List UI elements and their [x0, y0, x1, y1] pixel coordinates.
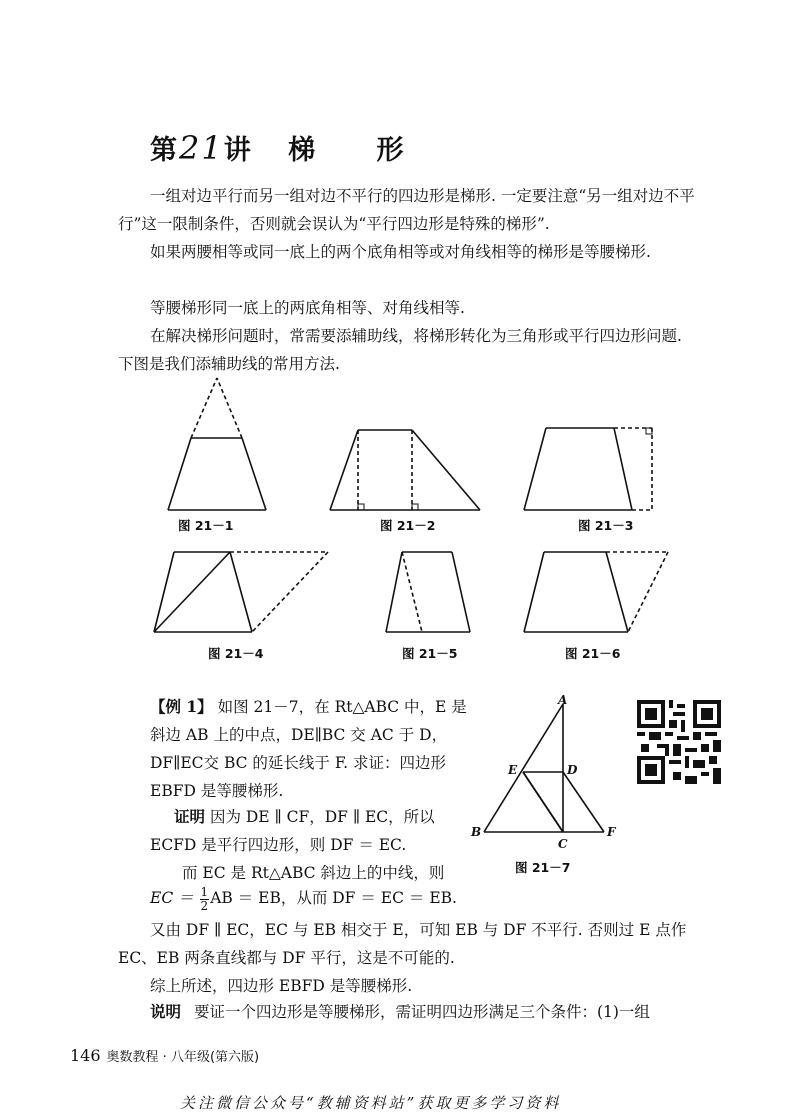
qr-code-image [637, 700, 721, 784]
note-paragraph [118, 998, 708, 1026]
example-label: 【例 1】 [150, 697, 213, 716]
intro-paragraph-4: 在解决梯形问题时，常需要添辅助线，将梯形转化为三角形或平行四边形问题. 下图是我们添辅助线的常用方法. [118, 327, 682, 373]
figure-21-7 [470, 692, 620, 852]
caption-21-4: 图 21－4 [208, 646, 264, 661]
title-prefix: 第 [150, 135, 179, 166]
caption-21-1: 图 21－1 [178, 518, 234, 533]
book-title: 奥数教程 · 八年级(第六版) [106, 1050, 260, 1065]
caption-21-6: 图 21－6 [565, 646, 621, 661]
fig7-label-c: C [558, 837, 568, 851]
fig7-label-b: B [471, 825, 482, 839]
title-word1: 梯 [288, 135, 318, 166]
example-statement [150, 693, 470, 805]
proof-equation: EC ＝ $\frac{1}{2}$ AB ＝ EB，从而 DF ＝ EC ＝ EB. [150, 884, 457, 913]
fig7-label-a: A [558, 693, 568, 707]
figure-row-1 [140, 372, 700, 522]
watermark-text: 关注微信公众号“教辅资料站”获取更多学习资料 [180, 1094, 562, 1112]
figure-21-4-drawing [154, 552, 328, 632]
proof-text-1: 因为 DE ∥ CF，DF ∥ EC，所以 ECFD 是平行四边形，则 DF ＝ EC. [150, 808, 435, 854]
caption-21-5: 图 21－5 [402, 646, 458, 661]
fig7-label-d: D [567, 763, 578, 777]
lesson-title [150, 128, 406, 167]
page-footer [70, 1046, 259, 1065]
note-label: 说明 [150, 1002, 182, 1021]
caption-21-2: 图 21－2 [380, 518, 436, 533]
figure-21-2-drawing [330, 430, 480, 510]
title-word2: 形 [376, 135, 406, 166]
intro-paragraph-1: 一组对边平行而另一组对边不平行的四边形是梯形. 一定要注意“另一组对边不平行”这一限制条件，否则就会误认为“平行四边形是特殊的梯形”. [118, 187, 695, 233]
caption-21-3: 图 21－3 [578, 518, 634, 533]
fraction-one-half: $\frac{1}{2}$ [200, 884, 209, 913]
fig7-label-e: E [508, 763, 518, 777]
fig7-label-f: F [607, 825, 616, 839]
example-text: 如图 21－7，在 Rt△ABC 中，E 是斜边 AB 上的中点，DE∥BC 交 AC 于 D，DF∥EC交 BC 的延长线于 F. 求证：四边形 EBFD 是等腰梯形. [150, 698, 467, 800]
proof-paragraph-3: 又由 DF ∥ EC，EC 与 EB 相交于 E，可知 EB 与 DF 不平行. 否则过 E 点作 EC、EB 两条直线都与 DF 平行，这是不可能的. [118, 921, 687, 967]
conclusion-paragraph: 综上所述，四边形 EBFD 是等腰梯形. [150, 977, 413, 995]
note-text: 要证一个四边形是等腰梯形，需证明四边形满足三个条件：(1)一组 [193, 1003, 650, 1021]
figure-21-5-drawing [386, 552, 470, 632]
proof-label: 证明 [174, 807, 206, 826]
title-suffix: 讲 [223, 135, 253, 166]
figure-21-6-drawing [524, 552, 668, 632]
figure-row-2 [140, 544, 700, 644]
title-number: 21 [179, 129, 224, 167]
caption-21-7: 图 21－7 [515, 860, 571, 875]
figure-21-1-drawing [168, 378, 266, 510]
page-number: 146 [70, 1046, 101, 1065]
intro-paragraph-3: 等腰梯形同一底上的两底角相等、对角线相等. [150, 299, 465, 317]
figure-21-3-drawing [524, 428, 652, 510]
proof-paragraph-1 [150, 803, 470, 859]
proof-paragraph-2: 而 EC 是 Rt△ABC 斜边上的中线，则 [182, 864, 445, 882]
intro-paragraph-2: 如果两腰相等或同一底上的两个底角相等或对角线相等的梯形是等腰梯形. [150, 243, 651, 261]
